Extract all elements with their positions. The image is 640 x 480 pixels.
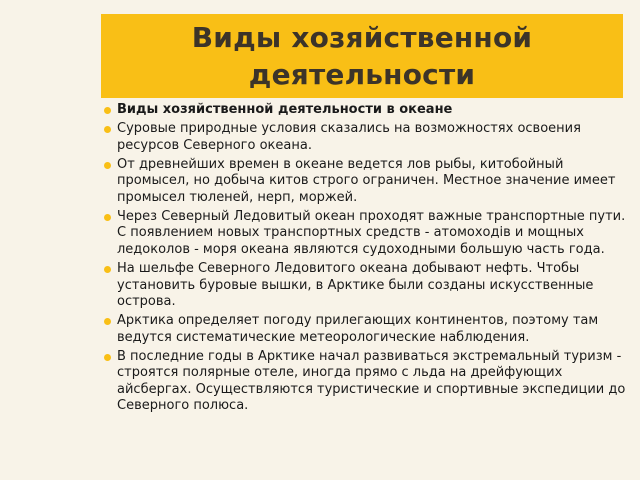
bullet-dot-icon <box>104 162 111 169</box>
bullet-item <box>104 261 630 311</box>
bullet-item <box>104 349 630 415</box>
bullet-dot-icon <box>104 126 111 133</box>
bullet-dot-icon <box>104 354 111 361</box>
bullet-item <box>104 157 630 207</box>
bullet-dot-icon <box>104 214 111 221</box>
bullet-text: В последние годы в Арктике начал развиваться экстремальный туризм - строятся полярные отеле, иногда прямо с льда на дрейфующих айсбергах. Осуществляются туристические и спортивные экспедиции до Северного полюса. <box>117 348 626 414</box>
bullet-item <box>104 121 630 154</box>
bullet-item <box>104 313 630 346</box>
bullet-item <box>104 209 630 259</box>
title-box <box>101 14 623 98</box>
bullet-text: Арктика определяет погоду прилегающих континентов, поэтому там ведутся систематические метеорологические наблюдения. <box>117 313 599 345</box>
bullet-item <box>104 102 630 119</box>
bullet-text: Через Северный Ледовитый океан проходят важные транспортные пути. С появлением новых транспортных средств - атомоходів и мощных ледоколов - моря океана являются судоходными большую часть года. <box>117 208 626 257</box>
bullet-text: Суровые природные условия сказались на возможностях освоения ресурсов Северного океана. <box>117 120 581 153</box>
bullet-text: На шельфе Северного Ледовитого океана добывают нефть. Чтобы установить буровые вышки, в Арктике были созданы искусственные острова. <box>117 260 594 310</box>
bullet-dot-icon <box>104 266 111 273</box>
slide-title: Виды хозяйственной деятельности <box>191 21 533 91</box>
bullet-text: Виды хозяйственной деятельности в океане <box>117 102 453 117</box>
bullet-dot-icon <box>104 318 111 325</box>
bullet-dot-icon <box>104 107 111 114</box>
bullet-list <box>104 102 630 417</box>
bullet-text: От древнейших времен в океане ведется лов рыбы, китобойный промысел, но добыча китов строго ограничен. Местное значение имеет промысел тюленей, нерп, моржей. <box>117 156 616 205</box>
